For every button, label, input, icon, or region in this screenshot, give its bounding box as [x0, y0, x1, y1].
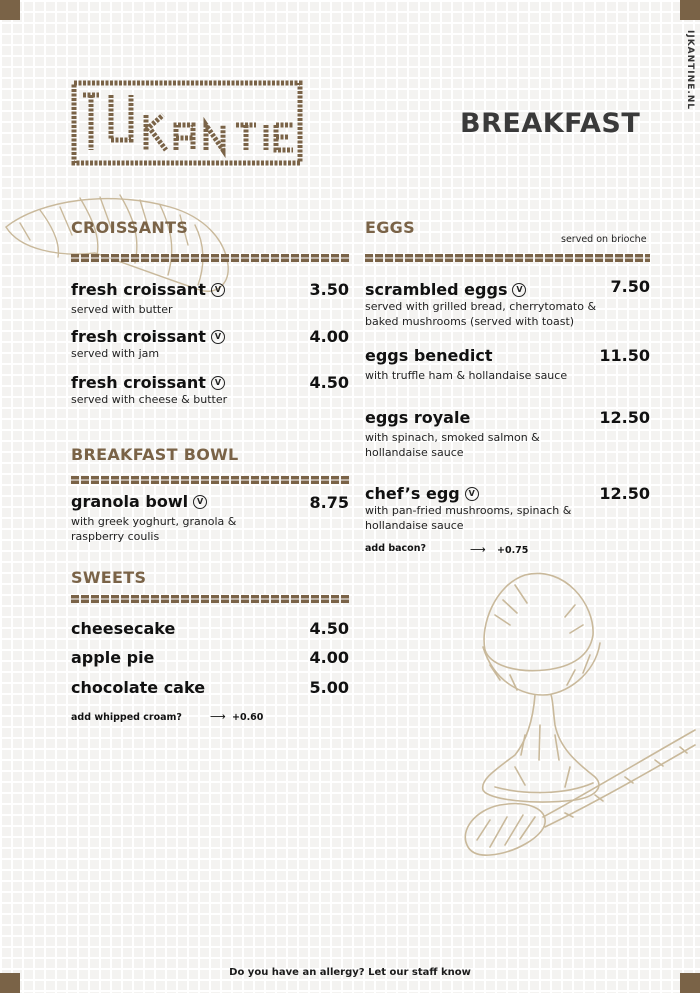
corner-block [680, 0, 700, 20]
menu-item [71, 280, 225, 317]
item-price: 4.50 [309, 619, 349, 638]
item-description: with truffle ham & hollandaise sauce [365, 369, 568, 382]
vegetarian-icon: V [211, 283, 225, 297]
item-price: 5.00 [309, 678, 349, 697]
arrow-right-icon: ⟶ [470, 543, 486, 556]
section-divider [71, 595, 349, 603]
section-note: served on brioche [561, 234, 647, 245]
arrow-right-icon: ⟶ [210, 710, 226, 723]
item-price: 3.50 [309, 280, 349, 299]
vegetarian-icon: V [465, 487, 479, 501]
section-title-breakfast-bowl: BREAKFAST BOWL [71, 445, 239, 464]
item-price: 11.50 [599, 346, 650, 365]
vegetarian-icon: V [211, 330, 225, 344]
item-description: served with jam [71, 347, 160, 360]
item-name: eggs benedict [365, 346, 493, 365]
item-price: 4.50 [309, 373, 349, 392]
menu-item [71, 648, 154, 667]
site-url: IJKANTINE.NL [685, 30, 695, 111]
item-name: cheesecake [71, 619, 176, 638]
item-description: served with grilled bread, cherrytomato & baked mushrooms (served with toast) [365, 300, 597, 328]
addon-label: add bacon? [365, 543, 426, 554]
menu-item [365, 280, 596, 329]
addon-price: +0.75 [497, 545, 529, 556]
item-price: 12.50 [599, 408, 650, 427]
item-name: fresh croissant [71, 280, 206, 299]
item-description: with spinach, smoked salmon & hollandaise sauce [365, 431, 540, 459]
item-name: chocolate cake [71, 678, 206, 697]
menu-item [71, 492, 236, 544]
vegetarian-icon: V [211, 376, 225, 390]
section-divider [71, 254, 349, 262]
section-title-eggs: EGGS [365, 218, 415, 237]
item-name: apple pie [71, 648, 155, 667]
item-description: with pan-fried mushrooms, spinach & hollandaise sauce [365, 504, 572, 532]
item-name: scrambled eggs [365, 280, 508, 299]
item-name: eggs royale [365, 408, 471, 427]
item-name: granola bowl [71, 492, 189, 511]
vegetarian-icon: V [512, 283, 526, 297]
footer-allergy-note: Do you have an allergy? Let our staff know [229, 967, 471, 978]
item-name: fresh croissant [71, 373, 206, 392]
menu-item [365, 346, 567, 383]
section-divider [71, 476, 349, 484]
menu-item [365, 484, 571, 533]
menu-item [365, 408, 540, 460]
item-description: served with butter [71, 303, 173, 316]
menu-item [71, 327, 225, 361]
item-price: 7.50 [610, 277, 650, 296]
item-description: served with cheese & butter [71, 393, 228, 406]
logo-icon [71, 80, 303, 166]
section-title-sweets: SWEETS [71, 568, 147, 587]
addon-label: add whipped croam? [71, 712, 182, 723]
corner-block [0, 0, 20, 20]
section-divider [365, 254, 650, 262]
section-title-croissants: CROISSANTS [71, 218, 189, 237]
menu-item [71, 678, 205, 697]
menu-item [71, 373, 227, 407]
menu-item [71, 619, 175, 638]
item-price: 12.50 [599, 484, 650, 503]
addon-price: +0.60 [232, 712, 264, 723]
item-price: 4.00 [309, 327, 349, 346]
page-title: BREAKFAST [460, 108, 641, 139]
item-price: 4.00 [309, 648, 349, 667]
item-name: fresh croissant [71, 327, 206, 346]
item-name: chef’s egg [365, 484, 460, 503]
egg-cup-sketch-icon [455, 555, 700, 870]
item-description: with greek yoghurt, granola & raspberry coulis [71, 515, 237, 543]
item-price: 8.75 [309, 493, 349, 512]
vegetarian-icon: V [193, 495, 207, 509]
